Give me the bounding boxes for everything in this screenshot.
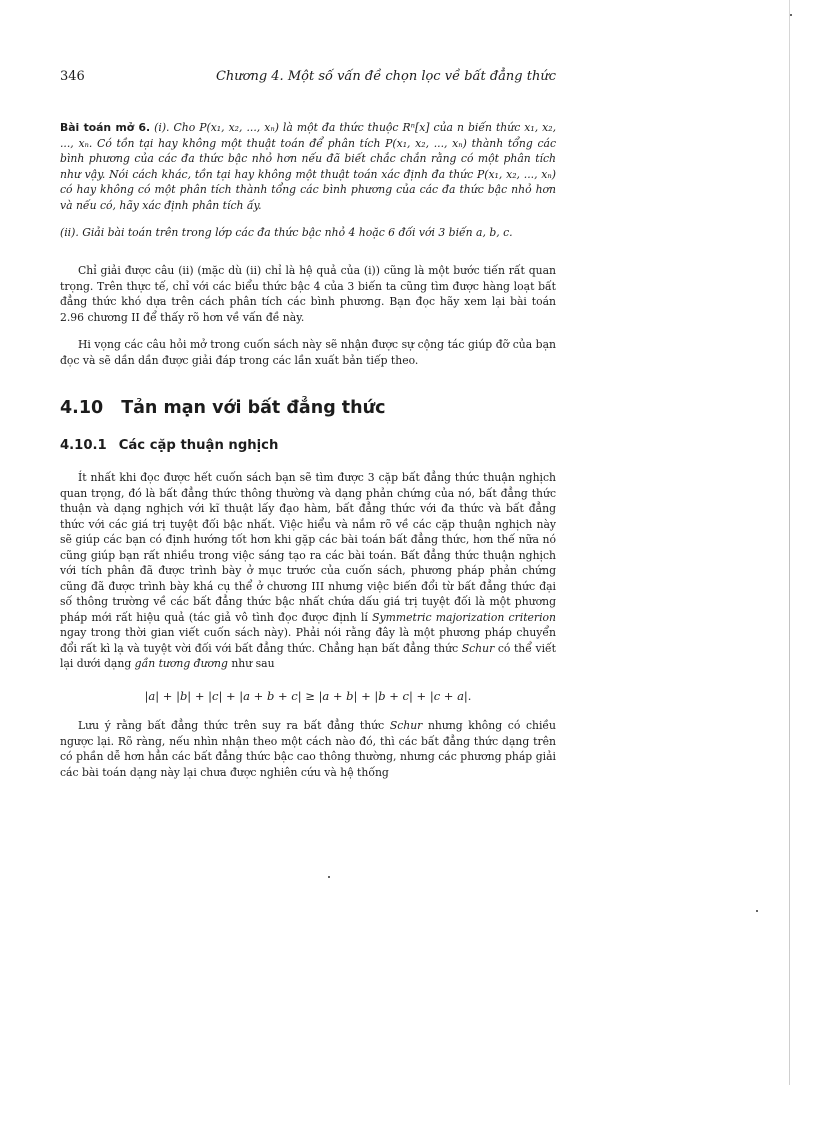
paragraph-3-emphasis-equivalent: gần tương đương <box>134 657 228 670</box>
display-formula: |a| + |b| + |c| + |a + b + c| ≥ |a + b| + |b + c| + |c + a|. <box>144 689 472 703</box>
paragraph-3-block <box>60 470 556 672</box>
paragraph-4-emphasis-schur: Schur <box>389 719 423 732</box>
scan-speck <box>790 14 792 16</box>
paragraph-3-text-c: có thể viết lại dưới dạng <box>60 641 557 670</box>
page-number: 346 <box>60 69 85 84</box>
paragraph-3-text-d: như sau <box>227 657 275 670</box>
paragraph-4-text-b: nhưng không có chiều ngược lại. Rõ ràng, nếu nhìn nhận theo một cách nào đó, thì các bất đẳng thức dạng trên có phần dễ hơn hẳn các bất đẳng thức bậc cao thông thường, nhưng các phương pháp giải các bài toán dạng này lại chưa được nghiên cứu và hệ thống <box>60 719 556 779</box>
paragraph-1-block <box>60 263 556 325</box>
section-heading <box>60 398 556 418</box>
subsection-title: Các cặp thuận nghịch <box>118 438 279 453</box>
paragraph-1: Chỉ giải được câu (ii) (mặc dù (ii) chỉ là hệ quả của (i)) cũng là một bước tiến rất quan trọng. Trên thực tế, chỉ với các biểu thức bậc 4 của 3 biến ta cũng tìm được hàng loạt bất đẳng thức khó dựa trên cách phân tích các bình phương. Bạn đọc hãy xem lại bài toán 2.96 chương II để thấy rõ hơn về vấn đề này. <box>60 264 556 324</box>
paragraph-3-text-a: Ít nhất khi đọc được hết cuốn sách bạn sẽ tìm được 3 cặp bất đẳng thức thuận nghịch quan trọng, đó là bất đẳng thức thông thường và dạng phản chứng của nó, bất đẳng thức thuận và dạng nghịch với kĩ thuật lấy đạo hàm, bất đẳng thức với đa thức và bất đẳng thức với các giá trị tuyệt đối bậc nhất. Việc hiểu và nắm rõ về các cặp thuận nghịch này sẽ giúp các bạn có định hướng tốt hơn khi gặp các bài toán bất đẳng thức, hơn thế nữa nó cũng giúp bạn rất nhiều trong việc sáng tạo ra các bài toán. Bất đẳng thức thuận nghịch với tích phân đã được trình bày ở mục trước của cuốn sách, phương pháp phản chứng cũng đã được trình bày khá cụ thể ở chương III nhưng việc biến đổi từ bất đẳng thức đại số thông trường về các bất đẳng thức bậc nhất chứa dấu giá trị tuyệt đối là một phương pháp mới rất hiệu quả (tác giả vô tình đọc được định lí <box>60 471 556 624</box>
paragraph-2-block <box>60 337 556 368</box>
paragraph-4-block <box>60 718 556 780</box>
scan-speck <box>756 910 758 912</box>
paragraph-3-emphasis-schur: Schur <box>461 641 495 655</box>
paragraph-4-text-a: Lưu ý rằng bất đẳng thức trên suy ra bất đẳng thức <box>78 719 390 732</box>
running-title: Chương 4. Một số vấn đề chọn lọc về bất đẳng thức <box>215 69 556 84</box>
scan-edge-line <box>789 0 790 1085</box>
paragraph-2: Hi vọng các câu hỏi mở trong cuốn sách này sẽ nhận được sự cộng tác giúp đỡ của bạn đọc và sẽ dần dần được giải đáp trong các lần xuất bản tiếp theo. <box>60 338 556 367</box>
subsection-number: 4.10.1 <box>60 438 107 453</box>
section-number: 4.10 <box>60 398 104 418</box>
page-header <box>60 69 556 91</box>
paragraph-3 <box>60 470 556 672</box>
scan-speck <box>328 876 330 878</box>
subsection-heading <box>60 438 556 453</box>
open-problem-label: Bài toán mở 6. <box>60 121 151 134</box>
paragraph-3-text-b: ngay trong thời gian viết cuốn sách này). Phải nói rằng đây là một phương pháp chuyển đổi rất kì lạ và tuyệt vời đối với bất đẳng thức. Chẳng hạn bất đẳng thức <box>60 626 556 655</box>
section-title: Tản mạn với bất đẳng thức <box>121 398 386 418</box>
paragraph-4 <box>60 718 556 780</box>
paragraph-3-emphasis-criterion: Symmetric majorization criterion <box>372 610 556 624</box>
open-problem-part2-block <box>60 225 556 241</box>
open-problem-part2: (ii). Giải bài toán trên trong lớp các đa thức bậc nhỏ 4 hoặc 6 đối với 3 biến a, b, c. <box>60 226 513 239</box>
open-problem <box>60 120 556 213</box>
open-problem-part1: (i). Cho P(x₁, x₂, ..., xₙ) là một đa thức thuộc Rⁿ[x] của n biến thức x₁, x₂, ..., xₙ. Có tồn tại hay không một thuật toán để phân tích P(x₁, x₂, ..., xₙ) thành tổng các bình phương của các đa thức bậc nhỏ hơn nếu đã biết chắc chắn rằng có một phân tích như vậy. Nói cách khác, tồn tại hay không một thuật toán xác định đa thức P(x₁, x₂, ..., xₙ) có hay không có một phân tích thành tổng các bình phương của các đa thức bậc nhỏ hơn và nếu có, hãy xác định phân tích ấy. <box>60 121 557 212</box>
